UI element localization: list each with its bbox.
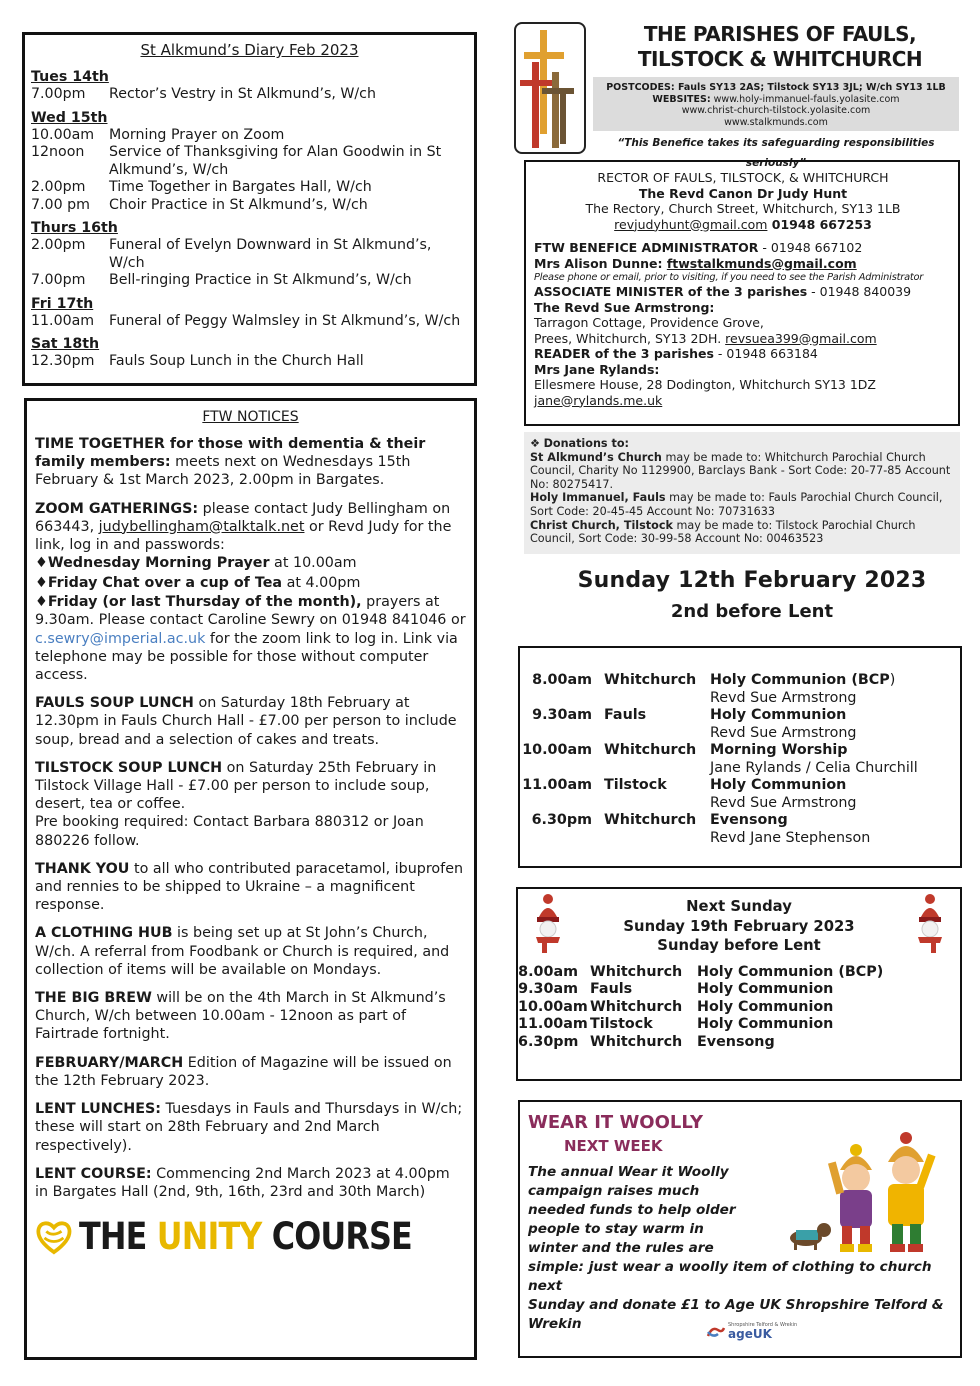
bullet-text: for the zoom link to log in. Link via telephone may be possible for those without computer access. <box>35 630 458 684</box>
age-uk-wordmark: ageUK <box>728 1327 772 1341</box>
service-time: 11.00am <box>518 1016 588 1032</box>
woolly-hat-icon <box>528 893 568 955</box>
service-place: Whitchurch <box>604 672 697 688</box>
bullet-bold: Wednesday Morning Prayer <box>47 555 270 572</box>
notice-clothing-hub <box>35 924 466 979</box>
notice-zoom <box>35 500 466 555</box>
notice-head: TILSTOCK SOUP LUNCH <box>35 759 223 776</box>
woolly-subtitle: NEXT WEEK <box>564 1137 663 1155</box>
admin-role: FTW BENEFICE ADMINISTRATOR <box>534 240 759 255</box>
associate-phone: - 01948 840039 <box>807 284 912 299</box>
notice-head: FEBRUARY/MARCH <box>35 1054 184 1071</box>
event-text: Morning Prayer on Zoom <box>109 126 285 143</box>
diary-event <box>31 144 468 179</box>
reader-address: Ellesmere House, 28 Dodington, Whitchurch SY13 1DZ <box>534 377 876 392</box>
service-name: Holy Communion <box>697 998 834 1015</box>
event-text: Choir Practice in St Alkmund’s, W/ch <box>109 196 368 213</box>
woolly-text: campaign raises much <box>528 1183 700 1199</box>
diary-event <box>31 127 468 145</box>
diary-event <box>31 179 468 197</box>
parishes-title <box>600 22 960 72</box>
title-line: TILSTOCK & WHITCHURCH <box>637 47 923 71</box>
notice-body: Commencing 2nd March 2023 at 4.00pm in Bargates Hall (2nd, 9th, 16th, 23rd and 30th March) <box>35 1165 450 1200</box>
service-place: Tilstock <box>590 1016 653 1032</box>
unity-unity: UNITY <box>156 1215 262 1259</box>
service-info <box>710 672 960 707</box>
crosses-logo <box>514 22 586 154</box>
unity-course-logo <box>35 1215 466 1258</box>
event-time: 12noon <box>31 144 85 160</box>
age-uk-swirl-icon <box>706 1324 726 1340</box>
diary-event <box>31 237 468 272</box>
woolly-title: WEAR IT WOOLLY <box>528 1112 704 1133</box>
event-time: 11.00am <box>31 312 95 329</box>
admin-name: Mrs Alison Dunne: <box>534 255 667 271</box>
donation-church: Christ Church, Tilstock <box>530 518 673 532</box>
notice-body: Tuesdays in Fauls and Thursdays in W/ch; these will start on 28th February and 2nd March respectively). <box>35 1101 463 1154</box>
notice-head: LENT LUNCHES: <box>35 1101 161 1118</box>
service-name: Holy Communion <box>697 1016 834 1032</box>
next-sunday-subtitle: Sunday before Lent <box>657 937 821 954</box>
woolly-text: The annual Wear it Woolly <box>528 1164 729 1180</box>
rector-address: The Rectory, Church Street, Whitchurch, SY13 1LB <box>585 201 901 216</box>
diary-day-heading: Wed 15th <box>31 109 108 126</box>
safeguarding-statement: “This Benefice takes its safeguarding responsibilities seriously” <box>617 137 935 169</box>
service-place: Whitchurch <box>590 998 683 1015</box>
event-text: Fauls Soup Lunch in the Church Hall <box>109 353 364 369</box>
next-services-list <box>518 964 960 1052</box>
service-row <box>520 672 960 707</box>
notice-body: is being set up at St John’s Church, W/ch. A referral from Foodbank or Church is required, and collection of items will be available on Mondays. <box>35 925 450 978</box>
rector-phone: 01948 667253 <box>767 216 872 232</box>
notice-time-together <box>35 435 466 490</box>
diamond-icon: ♦ <box>35 594 48 611</box>
diary-day-heading: Fri 17th <box>31 295 94 312</box>
notice-big-brew <box>35 989 466 1044</box>
notice-body: will be on the 4th March in St Alkmund’s Church, W/ch between 10.00am - 12noon as part of Fairtrade fortnight. <box>35 990 446 1043</box>
service-time: 8.00am <box>518 963 578 980</box>
event-time: 7.00 pm <box>31 196 90 213</box>
diary-event <box>31 272 468 290</box>
service-time: 10.00am <box>518 998 588 1015</box>
notice-body: or Revd Judy for the link, log in and passwords: <box>35 518 452 554</box>
next-sunday-heading: Next Sunday <box>686 898 792 915</box>
service-leader: Jane Rylands / Celia Churchill <box>710 759 918 776</box>
service-leader: Revd Sue Armstrong <box>710 724 857 741</box>
postcodes-box <box>593 77 959 131</box>
woolly-text: people to stay warm in <box>528 1221 704 1237</box>
notice-lent-lunches <box>35 1100 466 1155</box>
event-text: Funeral of Peggy Walmsley in St Alkmund’s, W/ch <box>109 312 461 329</box>
service-info <box>710 742 960 777</box>
donation-details: may be made to: Whitchurch Parochial Church Council, Charity No 1129900, Barclays Bank - Sort Code: 20-77-85 Account No: 80275417. <box>530 450 951 491</box>
event-text: Time Together in Bargates Hall, W/ch <box>109 179 372 195</box>
unity-course: COURSE <box>261 1215 412 1259</box>
service-name-tail: ) <box>889 672 896 688</box>
sunday-subtitle: 2nd before Lent <box>670 601 834 622</box>
service-place: Whitchurch <box>604 812 697 828</box>
wear-it-woolly-panel <box>518 1100 962 1358</box>
notice-tilstock-soup <box>35 759 466 850</box>
donations-box <box>524 432 960 554</box>
service-place: Whitchurch <box>604 742 697 758</box>
notice-body: on Saturday 25th February in Tilstock Village Hall - £7.00 per person to include soup, desert, tea or coffee. <box>35 759 437 813</box>
notice-head: A CLOTHING HUB <box>35 925 173 942</box>
bullet-bold: Friday Chat over a cup of Tea <box>47 574 283 591</box>
woolly-text: Sunday and donate £1 to Age UK Shropshire Telford & Wrekin <box>528 1297 944 1332</box>
bullet-text: prayers at 9.30am. Please contact Caroline Sewry on 01948 841046 or <box>35 594 466 629</box>
services-panel <box>518 646 962 868</box>
notice-thank-you <box>35 860 466 915</box>
service-place: Fauls <box>590 981 633 997</box>
caroline-email-link[interactable]: c.sewry@imperial.ac.uk <box>35 630 206 647</box>
notice-head: ZOOM GATHERINGS: <box>35 500 199 517</box>
service-name: Evensong <box>710 812 788 828</box>
next-service-row <box>518 981 960 999</box>
service-time: 10.00am <box>522 742 592 758</box>
service-name: Holy Communion (BCP) <box>697 963 884 980</box>
website-link[interactable]: www.christ-church-tilstock.yolasite.com <box>681 105 871 116</box>
admin-email-link[interactable]: ftwstalkmunds@gmail.com <box>666 255 857 271</box>
notice-body: on Saturday 18th February at 12.30pm in Fauls Church Hall - £7.00 per person to include soup, bread and a selection of cakes and treats. <box>35 695 457 748</box>
age-uk-logo <box>706 1322 797 1341</box>
associate-email-link[interactable]: revsuea399@gmail.com <box>725 330 877 346</box>
title-line: THE PARISHES OF FAULS, <box>643 22 917 46</box>
admin-note: Please phone or email, prior to visiting, if you need to see the Parish Administrator <box>534 272 924 283</box>
service-row <box>520 742 960 777</box>
service-info <box>710 777 960 812</box>
unity-course-wordmark <box>79 1215 412 1258</box>
rector-name: The Revd Canon Dr Judy Hunt <box>638 185 848 201</box>
service-time: 9.30am <box>518 981 578 997</box>
event-time: 2.00pm <box>31 237 86 253</box>
associate-role: ASSOCIATE MINISTER of the 3 parishes <box>534 284 808 299</box>
rector-role: RECTOR OF FAULS, TILSTOCK, & WHITCHURCH <box>597 170 889 185</box>
service-row <box>520 812 960 847</box>
event-time: 10.00am <box>31 126 95 143</box>
diamond-icon: ♦ <box>35 555 48 572</box>
service-info <box>710 812 960 847</box>
notice-magazine <box>35 1054 466 1090</box>
service-time: 11.00am <box>522 777 592 793</box>
notice-body: please contact Judy Bellingham on 663443, <box>35 500 451 535</box>
notice-body: Pre booking required: Contact Barbara 880312 or Joan 880226 follow. <box>35 814 424 849</box>
service-name: Holy Communion <box>710 707 847 723</box>
reader-name: Mrs Jane Rylands: <box>534 361 660 377</box>
notice-head: THE BIG BREW <box>35 990 152 1007</box>
next-service-row <box>518 1034 960 1052</box>
event-text: Bell-ringing Practice in St Alkmund’s, W/ch <box>109 272 412 288</box>
zoom-email-link[interactable]: judybellingham@talktalk.net <box>98 518 305 535</box>
service-name: Evensong <box>697 1033 775 1050</box>
diary-day-heading: Sat 18th <box>31 336 100 352</box>
associate-name: The Revd Sue Armstrong: <box>534 299 715 315</box>
notice-body: meets next on Wednesdays 15th February & 1st March 2023, 2.00pm in Bargates. <box>35 454 411 489</box>
diary-event <box>31 313 468 331</box>
diary-event <box>31 353 468 371</box>
diary-event <box>31 197 468 215</box>
unity-the: THE <box>78 1215 157 1259</box>
contacts-panel <box>524 160 960 426</box>
postcodes-text: POSTCODES: Fauls SY13 2AS; Tilstock SY13 3JL; W/ch SY13 1LB <box>606 82 946 93</box>
donation-details: may be made to: Fauls Parochial Church Council, Sort Code: 20-45-45 Account No: 70731633 <box>530 491 943 518</box>
donation-details: may be made to: Tilstock Parochial Church Council, Sort Code: 30-99-58 Account No: 00463523 <box>530 518 916 546</box>
bullet-text: at 10.00am <box>269 555 357 572</box>
diary-day-heading: Tues 14th <box>31 69 109 85</box>
heart-icon <box>35 1219 73 1255</box>
service-place: Whitchurch <box>590 963 683 980</box>
admin-phone: - 01948 667102 <box>758 240 863 255</box>
service-time: 6.30pm <box>531 812 592 828</box>
services-list <box>520 672 960 847</box>
zoom-bullet-friday-chat <box>35 574 466 594</box>
notice-body: to all who contributed paracetamol, ibuprofen and rennies to be shipped to Ukraine – a magnificent response. <box>35 860 464 914</box>
donation-church: Holy Immanuel, Fauls <box>530 491 666 505</box>
diamond-icon: ♦ <box>35 574 48 591</box>
next-service-row <box>518 1016 960 1034</box>
service-time: 8.00am <box>532 672 592 688</box>
woolly-children-illustration <box>770 1126 950 1256</box>
service-name: Holy Communion <box>697 981 834 997</box>
zoom-bullet-wednesday <box>35 554 466 574</box>
reader-role: READER of the 3 parishes <box>534 346 714 361</box>
diary-event <box>31 86 468 104</box>
service-leader: Revd Sue Armstrong <box>710 794 857 811</box>
bullet-icon: ❖ <box>530 437 544 450</box>
bullet-text: at 4.00pm <box>282 574 361 591</box>
sunday-title: Sunday 12th February 2023 <box>577 568 927 593</box>
event-text: Service of Thanksgiving for Alan Goodwin in St Alkmund’s, W/ch <box>109 144 442 178</box>
event-time: 7.00pm <box>31 272 86 288</box>
reader-phone: - 01948 663184 <box>713 346 818 361</box>
notice-head: LENT COURSE: <box>35 1165 152 1182</box>
service-time: 6.30pm <box>518 1033 579 1050</box>
website-link[interactable]: www.stalkmunds.com <box>724 116 828 128</box>
website-link[interactable]: www.holy-immanuel-fauls.yolasite.com <box>713 93 900 105</box>
crosses-icon <box>516 24 584 152</box>
event-text: Rector’s Vestry in St Alkmund’s, W/ch <box>109 86 376 102</box>
donations-title: Donations to: <box>543 437 629 450</box>
notice-fauls-soup <box>35 694 466 749</box>
next-service-row <box>518 964 960 982</box>
event-time: 12.30pm <box>31 353 95 369</box>
diary-panel <box>22 32 477 386</box>
age-uk-region: Shropshire Telford & Wrekin <box>728 1322 798 1328</box>
next-sunday-date: Sunday 19th February 2023 <box>623 917 855 935</box>
diary-title: St Alkmund’s Diary Feb 2023 <box>140 41 359 59</box>
notice-body: Edition of Magazine will be issued on the 12th February 2023. <box>35 1054 452 1089</box>
notice-head: FAULS SOUP LUNCH <box>35 695 194 712</box>
service-name: Holy Communion <box>710 777 847 793</box>
zoom-bullet-friday-prayers <box>35 593 466 684</box>
diary-days <box>31 69 468 371</box>
bullet-bold: Friday (or last Thursday of the month), <box>47 594 362 611</box>
service-leader: Revd Sue Armstrong <box>710 689 857 706</box>
service-name: Morning Worship <box>710 742 848 758</box>
service-place: Whitchurch <box>590 1033 683 1050</box>
next-sunday-panel <box>516 887 962 1081</box>
service-leader: Revd Jane Stephenson <box>710 829 871 846</box>
rector-email-link[interactable]: revjudyhunt@gmail.com <box>614 216 768 232</box>
service-info <box>710 707 960 742</box>
notice-lent-course <box>35 1165 466 1201</box>
notices-title: FTW NOTICES <box>202 409 299 425</box>
event-text: Funeral of Evelyn Downward in St Alkmund’s, W/ch <box>109 237 432 271</box>
notice-head: THANK YOU <box>35 860 130 877</box>
associate-address: Tarragon Cottage, Providence Grove, <box>534 315 764 330</box>
service-place: Fauls <box>604 707 647 723</box>
woolly-hat-icon <box>910 893 950 955</box>
reader-email-link[interactable]: jane@rylands.me.uk <box>534 392 663 408</box>
service-time: 9.30am <box>532 707 592 723</box>
diary-day-heading: Thurs 16th <box>31 220 118 236</box>
service-name: Holy Communion (BCP <box>710 672 890 688</box>
service-row <box>520 707 960 742</box>
notices-panel <box>24 398 477 1360</box>
woolly-text: simple: just wear a woolly item of clothing to church next <box>528 1259 932 1294</box>
event-time: 2.00pm <box>31 179 86 195</box>
woolly-text: winter and the rules are <box>528 1240 714 1256</box>
service-place: Tilstock <box>604 777 667 793</box>
service-row <box>520 777 960 812</box>
associate-address: Prees, Whitchurch, SY13 2DH. <box>534 330 726 346</box>
next-service-row <box>518 999 960 1017</box>
woolly-text: needed funds to help older <box>528 1202 736 1218</box>
websites-label: WEBSITES: <box>652 93 711 105</box>
notice-head: TIME TOGETHER for those with dementia & their family members: <box>35 436 426 471</box>
donation-church: St Alkmund’s Church <box>530 450 662 464</box>
event-time: 7.00pm <box>31 86 86 102</box>
